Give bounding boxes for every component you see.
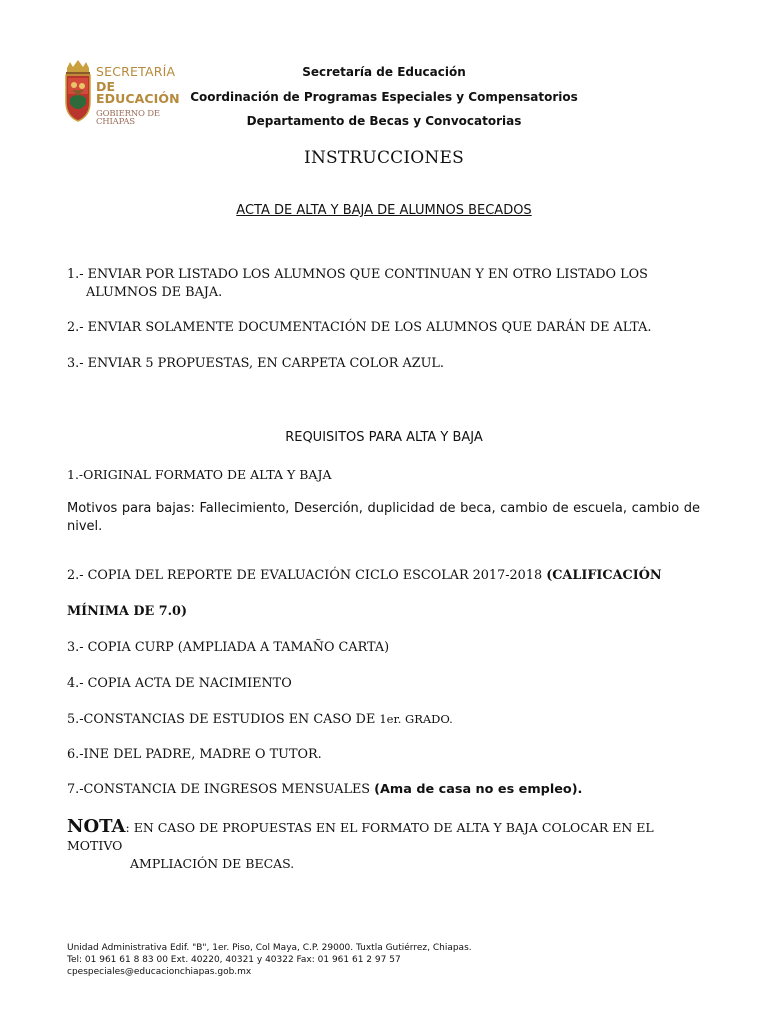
instruction-1-text: 1.- ENVIAR POR LISTADO LOS ALUMNOS QUE CONTINUAN Y EN OTRO LISTADO LOS [67, 267, 648, 282]
requirement-5-grade: 1er. GRADO. [379, 712, 453, 726]
logo-line2: DE EDUCACIÓN [96, 78, 180, 106]
requirement-1-text: 1.-ORIGINAL FORMATO DE ALTA Y BAJA [67, 467, 332, 482]
footer-address: Unidad Administrativa Edif. "B", 1er. Piso, Col Maya, C.P. 29000. Tuxtla Gutiérrez, Chiapas. [67, 943, 472, 953]
requirement-1 [67, 466, 707, 484]
requirement-4: 4.- COPIA ACTA DE NACIMIENTO [67, 676, 292, 691]
motivos-bajas: Motivos para bajas: Fallecimiento, Deserción, duplicidad de beca, cambio de escuela, cambio de nivel. [67, 501, 700, 534]
requirement-2-continuation: MÍNIMA DE 7.0) [67, 604, 188, 619]
header-secretaria: Secretaría de Educación [302, 65, 466, 79]
nota-continuation: AMPLIACIÓN DE BECAS. [130, 856, 295, 871]
nota [67, 818, 707, 873]
header-coordinacion: Coordinación de Programas Especiales y Compensatorios [190, 90, 578, 104]
nota-text: : EN CASO DE PROPUESTAS EN EL FORMATO DE ALTA Y BAJA COLOCAR EN EL MOTIVO [67, 820, 654, 853]
footer-phone: Tel: 01 961 61 8 83 00 Ext. 40220, 40321 y 40322 Fax: 01 961 61 2 97 57 [67, 955, 401, 965]
instruction-1-continuation: ALUMNOS DE BAJA. [86, 285, 223, 300]
header-departamento: Departamento de Becas y Convocatorias [246, 114, 522, 128]
requirement-7 [67, 781, 707, 799]
requirement-5 [67, 710, 707, 729]
footer [67, 942, 707, 978]
instruction-2: 2.- ENVIAR SOLAMENTE DOCUMENTACIÓN DE LOS ALUMNOS QUE DARÁN DE ALTA. [67, 320, 652, 335]
requirement-7-bold: (Ama de casa no es empleo). [374, 782, 583, 797]
nota-label: NOTA [67, 816, 126, 837]
instruction-1 [67, 266, 707, 302]
footer-email: cpespeciales@educacionchiapas.gob.mx [67, 967, 252, 977]
requirements-title: REQUISITOS PARA ALTA Y BAJA [285, 430, 483, 445]
requirement-7-text: 7.-CONSTANCIA DE INGRESOS MENSUALES [67, 782, 371, 797]
requirement-3: 3.- COPIA CURP (AMPLIADA A TAMAÑO CARTA) [67, 640, 390, 655]
requirement-2-bold: (CALIFICACIÓN [546, 568, 662, 583]
instruction-3: 3.- ENVIAR 5 PROPUESTAS, EN CARPETA COLOR AZUL. [67, 356, 444, 371]
requirement-2 [67, 567, 707, 585]
document-subtitle: ACTA DE ALTA Y BAJA DE ALUMNOS BECADOS [236, 203, 532, 218]
logo-line1: SECRETARÍA [96, 64, 176, 79]
logo-line3: GOBIERNO DE CHIAPAS [96, 108, 160, 127]
requirement-5-text: 5.-CONSTANCIAS DE ESTUDIOS EN CASO DE [67, 712, 376, 727]
requirement-2-text: 2.- COPIA DEL REPORTE DE EVALUACIÓN CICLO ESCOLAR 2017-2018 [67, 568, 543, 583]
requirement-6: 6.-INE DEL PADRE, MADRE O TUTOR. [67, 747, 322, 762]
page-title: INSTRUCCIONES [304, 148, 464, 168]
